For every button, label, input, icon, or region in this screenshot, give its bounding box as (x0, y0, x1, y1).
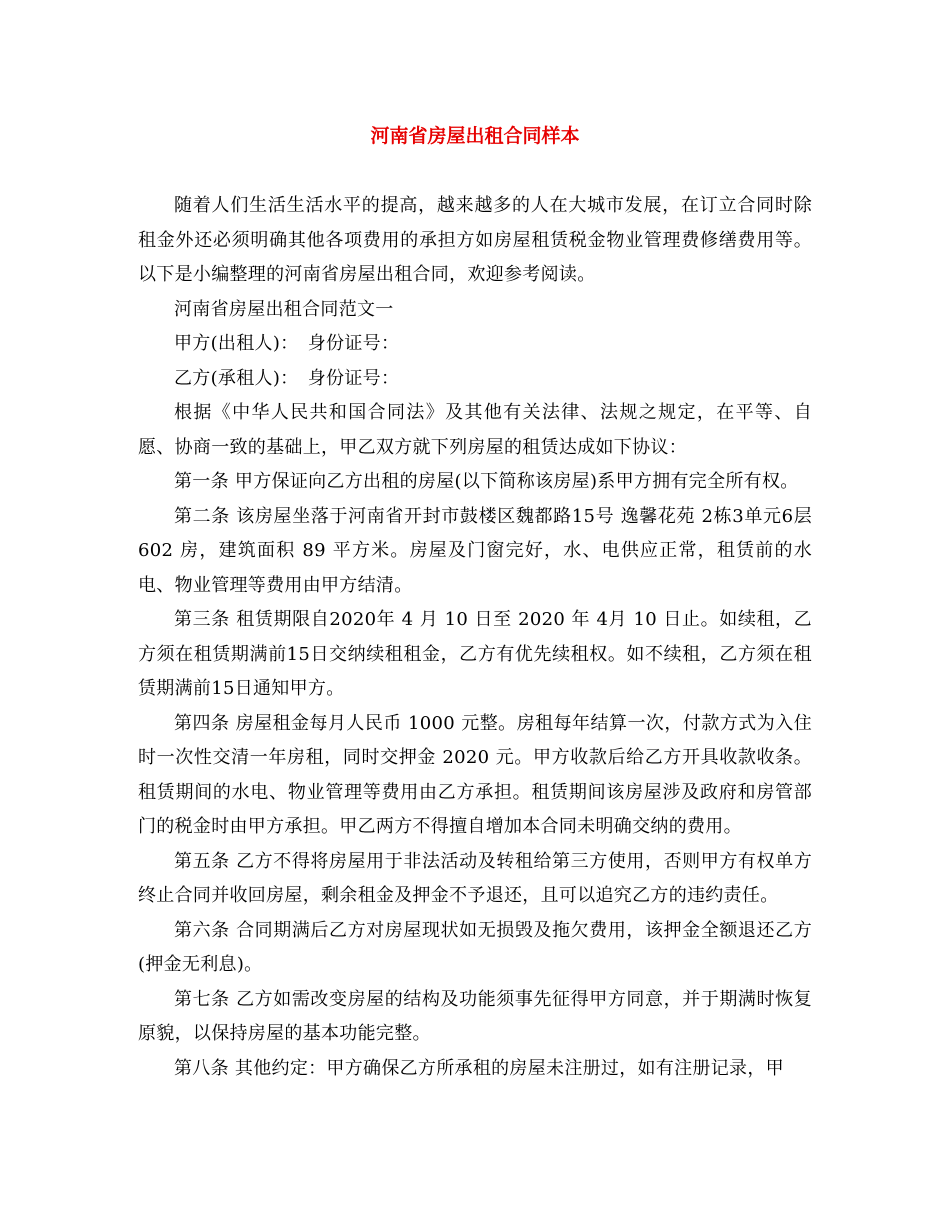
paragraph-sample-heading: 河南省房屋出租合同范文一 (174, 298, 394, 320)
paragraph-party-a: 甲方(出租人)： 身份证号： (174, 333, 400, 354)
paragraph-article-5: 第五条 乙方不得将房屋用于非法活动及转租给第三方使用，否则甲方有权单方终止合同并收回房屋，剩余租金及押金不予退还，且可以追究乙方的违约责任。 (138, 850, 812, 906)
paragraph-article-7: 第七条 乙方如需改变房屋的结构及功能须事先征得甲方同意，并于期满时恢复原貌，以保持房屋的基本功能完整。 (138, 988, 812, 1044)
paragraph-party-b: 乙方(承租人)： 身份证号： (174, 367, 400, 389)
paragraph-preamble: 根据《中华人民共和国合同法》及其他有关法律、法规之规定，在平等、自愿、协商一致的基础上，甲乙双方就下列房屋的租赁达成如下协议： (138, 402, 812, 458)
paragraph-article-1: 第一条 甲方保证向乙方出租的房屋(以下简称该房屋)系甲方拥有完全所有权。 (174, 471, 799, 492)
document-body (138, 189, 812, 1086)
paragraph-article-4: 第四条 房屋租金每月人民币 1000 元整。房租每年结算一次，付款方式为入住时一次性交清一年房租，同时交押金 2020 元。甲方收款后给乙方开具收款收条。租赁期间的水电、物业管理等费用由乙方承担。租赁期间该房屋涉及政府和房管部门的税金时由甲方承担。甲乙两方不得擅自增加本合同未明确交纳的费用。 (138, 712, 812, 837)
document-title: 河南省房屋出租合同样本 (370, 125, 580, 147)
paragraph-article-6: 第六条 合同期满后乙方对房屋现状如无损毁及拖欠费用，该押金全额退还乙方(押金无利息)。 (138, 919, 812, 975)
paragraph-article-8: 第八条 其他约定：甲方确保乙方所承租的房屋未注册过，如有注册记录，甲 (174, 1057, 784, 1079)
paragraph-article-3: 第三条 租赁期限自2020年 4 月 10 日至 2020 年 4月 10 日止。如续租，乙方须在租赁期满前15日交纳续租租金，乙方有优先续租权。如不续租，乙方须在租赁期满前15日通知甲方。 (138, 609, 812, 699)
paragraph-article-2: 第二条 该房屋坐落于河南省开封市鼓楼区魏都路15号 逸馨花苑 2栋3单元6层602 房，建筑面积 89 平方米。房屋及门窗完好，水、电供应正常，租赁前的水电、物业管理等费用由甲方结清。 (138, 505, 812, 596)
paragraph-intro: 随着人们生活生活水平的提高，越来越多的人在大城市发展，在订立合同时除租金外还必须明确其他各项费用的承担方如房屋租赁税金物业管理费修缮费用等。以下是小编整理的河南省房屋出租合同，欢迎参考阅读。 (138, 195, 812, 285)
